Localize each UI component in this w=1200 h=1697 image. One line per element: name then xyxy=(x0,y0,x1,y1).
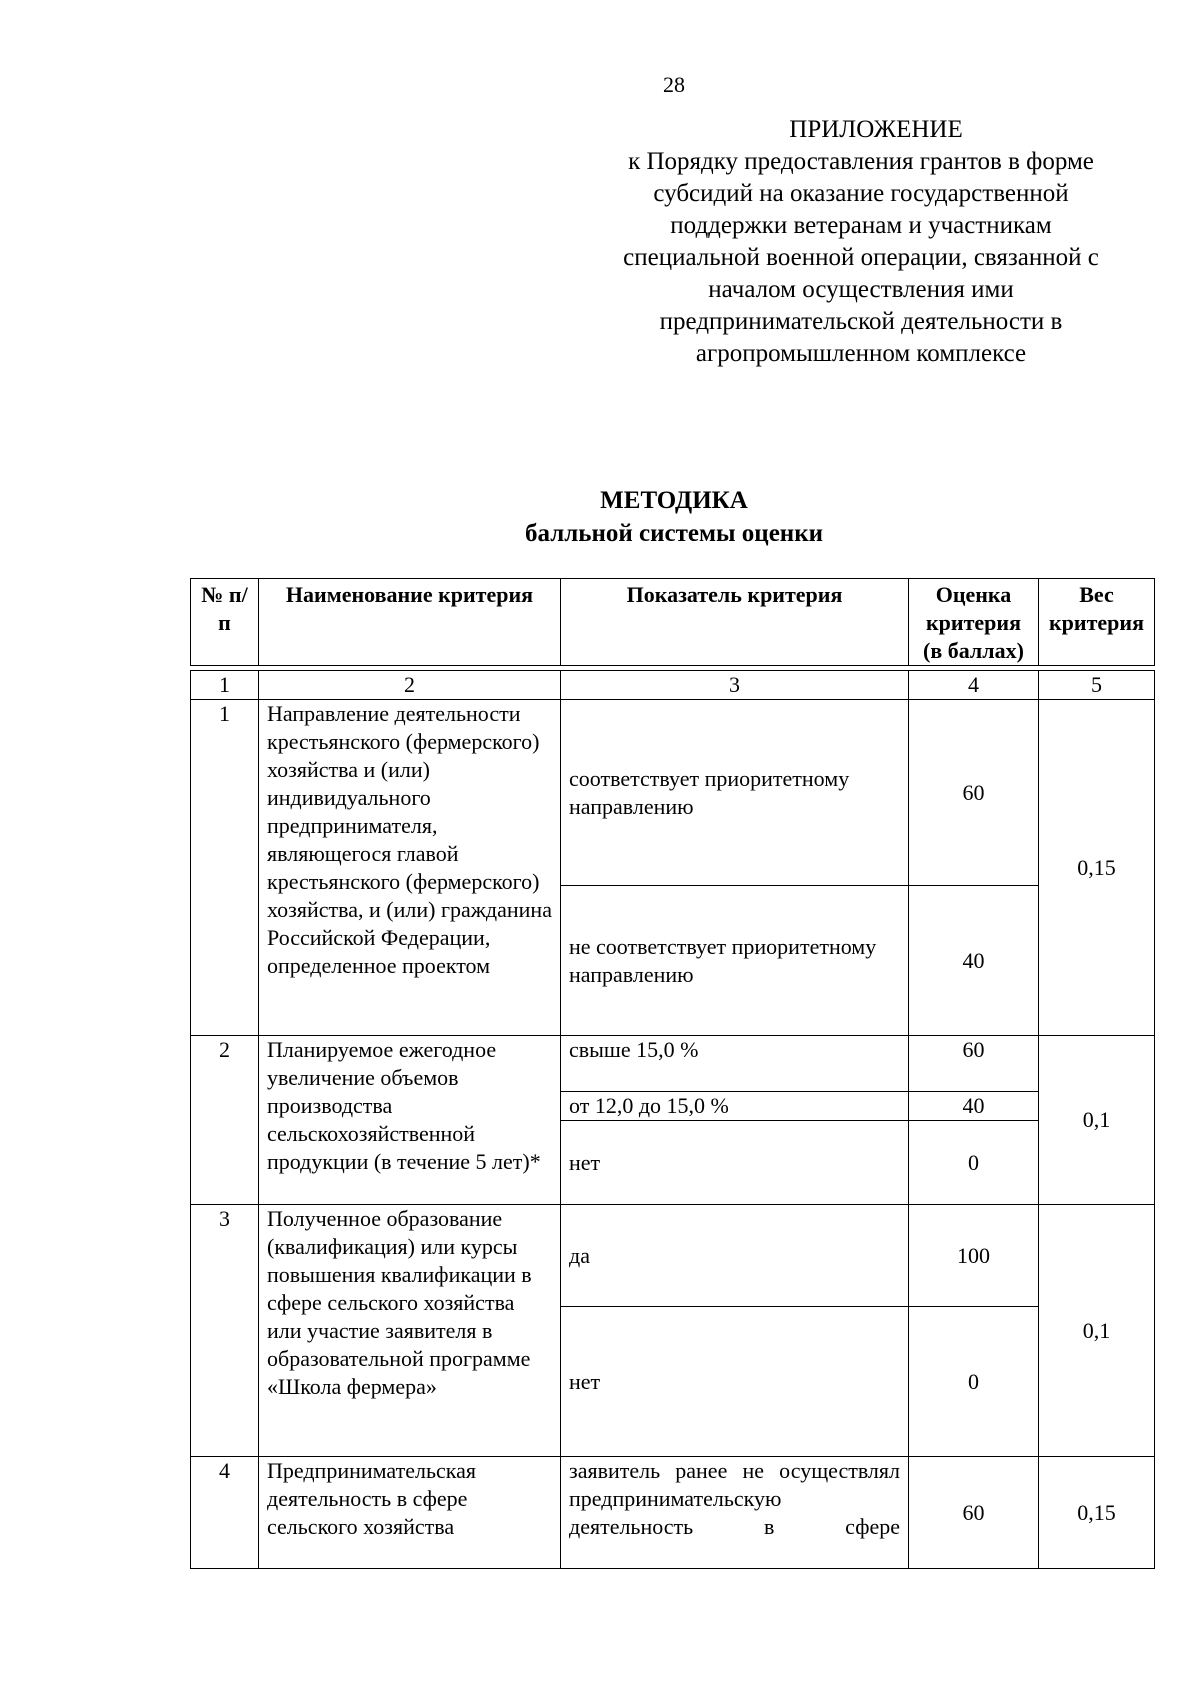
criterion-score: 0 xyxy=(909,1121,1039,1205)
table-row xyxy=(191,700,1155,886)
row-number: 3 xyxy=(191,1205,259,1457)
criterion-indicator: соответствует приоритетному направлению xyxy=(561,700,909,886)
header-weight: Вес критерия xyxy=(1039,579,1155,666)
appendix-block xyxy=(616,114,1106,370)
table-row xyxy=(191,1036,1155,1092)
criterion-name: Направление деятельности крестьянского (фермерского) хозяйства и (или) индивидуального предпринимателя, являющегося главой крестьянского (фермерского) хозяйства, и (или) гражданина Российской Федерации, определенное проектом xyxy=(259,700,561,1036)
criterion-score: 60 xyxy=(909,700,1039,886)
criterion-indicator: нет xyxy=(561,1307,909,1457)
criterion-indicator: нет xyxy=(561,1121,909,1205)
criteria-table xyxy=(190,578,1155,1569)
criterion-weight: 0,15 xyxy=(1039,700,1155,1036)
row-number: 1 xyxy=(191,700,259,1036)
criterion-score: 60 xyxy=(909,1457,1039,1569)
criterion-indicator: свыше 15,0 % xyxy=(561,1036,909,1092)
table-header-row xyxy=(191,579,1155,666)
criterion-weight: 0,1 xyxy=(1039,1205,1155,1457)
appendix-title: ПРИЛОЖЕНИЕ xyxy=(789,116,963,143)
appendix-text: к Порядку предоставления грантов в форме субсидий на оказание государственной поддержки ветеранам и участникам специальной военной операции, связанной с началом осуществления ими предпринимательской деятельности в агропромышленном комплексе xyxy=(623,148,1099,367)
criterion-score: 100 xyxy=(909,1205,1039,1307)
criterion-score: 40 xyxy=(909,886,1039,1036)
row-number: 2 xyxy=(191,1036,259,1205)
document-title-main: МЕТОДИКА xyxy=(600,487,748,514)
document-title xyxy=(0,484,1200,550)
criterion-indicator: да xyxy=(561,1205,909,1307)
criterion-score: 40 xyxy=(909,1092,1039,1121)
criterion-name: Полученное образование (квалификация) или курсы повышения квалификации в сфере сельского хозяйства или участие заявителя в образовательной программе «Школа фермера» xyxy=(259,1205,561,1457)
column-number-row xyxy=(191,671,1155,700)
criterion-score: 60 xyxy=(909,1036,1039,1092)
criterion-weight: 0,1 xyxy=(1039,1036,1155,1205)
criterion-name: Планируемое ежегодное увеличение объемов производства сельскохозяйственной продукции (в течение 5 лет)* xyxy=(259,1036,561,1205)
column-number: 5 xyxy=(1039,671,1155,700)
criterion-weight: 0,15 xyxy=(1039,1457,1155,1569)
column-number: 3 xyxy=(561,671,909,700)
criterion-name: Предпринимательская деятельность в сфере сельского хозяйства xyxy=(259,1457,561,1569)
criterion-indicator: от 12,0 до 15,0 % xyxy=(561,1092,909,1121)
header-indicator: Показатель критерия xyxy=(561,579,909,666)
table-row xyxy=(191,1457,1155,1569)
table-row xyxy=(191,1205,1155,1307)
column-number: 2 xyxy=(259,671,561,700)
column-number: 4 xyxy=(909,671,1039,700)
header-score: Оценка критерия (в баллах) xyxy=(909,579,1039,666)
row-number: 4 xyxy=(191,1457,259,1569)
page-number: 28 xyxy=(663,72,685,97)
criterion-indicator: не соответствует приоритетному направлению xyxy=(561,886,909,1036)
column-number: 1 xyxy=(191,671,259,700)
header-number: № п/п xyxy=(191,579,259,666)
document-title-sub: балльной системы оценки xyxy=(524,520,824,547)
header-criterion-name: Наименование критерия xyxy=(259,579,561,666)
criterion-score: 0 xyxy=(909,1307,1039,1457)
criterion-indicator: заявитель ранее не осуществлял предпринимательскую деятельность в сфере xyxy=(561,1457,909,1569)
